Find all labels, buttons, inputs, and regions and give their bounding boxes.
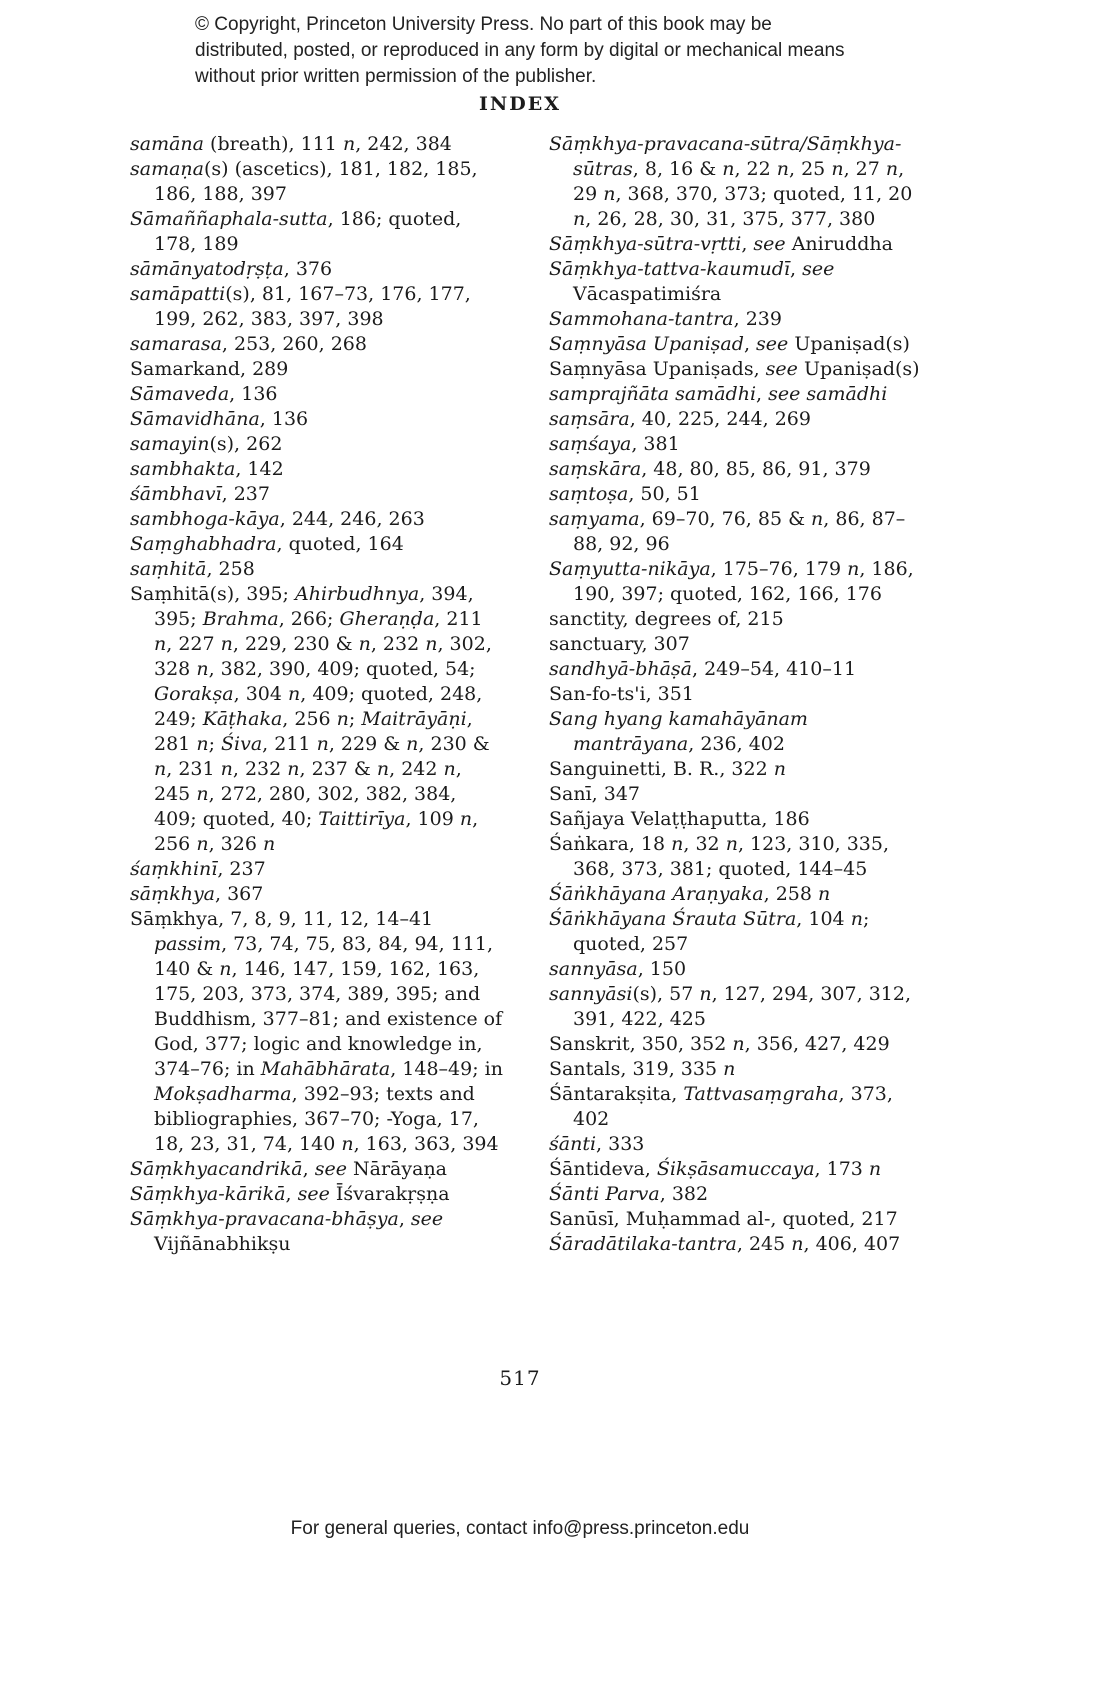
index-entry: Śānti Parva, 382	[549, 1183, 709, 1205]
index-entry: sambhakta, 142	[130, 458, 284, 480]
index-entry: Śāntideva, Śikṣāsamuccaya, 173 n	[549, 1158, 882, 1180]
index-entry: Sāmaññaphala-sutta, 186; quoted, 178, 189	[130, 208, 462, 255]
footer-contact: For general queries, contact info@press.princeton.edu	[290, 1518, 750, 1539]
index-entry: Saṃghabhadra, quoted, 164	[130, 533, 404, 555]
index-entry: Sāmavidhāna, 136	[130, 408, 309, 430]
index-entry: sāmānyatodṛṣṭa, 376	[130, 258, 333, 280]
index-entry: Sāṃkhya-pravacana-sūtra/Sāṃkhya-sūtras, 8, 16 & n, 22 n, 25 n, 27 n, 29 n, 368, 370, 373; quoted, 11, 20 n, 26, 28, 30, 31, 375, 377, 380	[549, 133, 913, 230]
index-entry: Sāṃkhya-sūtra-vṛtti, see Aniruddha	[549, 233, 893, 255]
index-entry: Śaṅkara, 18 n, 32 n, 123, 310, 335, 368, 373, 381; quoted, 144–45	[549, 833, 890, 880]
index-entry: Sāmaveda, 136	[130, 383, 278, 405]
index-entry: Sammohana-tantra, 239	[549, 308, 782, 330]
index-entry: Santals, 319, 335 n	[549, 1058, 736, 1080]
index-entry: Śāṅkhāyana Araṇyaka, 258 n	[549, 883, 831, 905]
index-entry: saṃsāra, 40, 225, 244, 269	[549, 408, 811, 430]
index-title: INDEX	[479, 93, 561, 115]
index-entry: Sang hyang kamahāyānam mantrāyana, 236, 402	[549, 708, 808, 755]
index-columns	[130, 132, 922, 1257]
copyright-notice: © Copyright, Princeton University Press. No part of this book may be distributed, posted, or reproduced in any form by digital or mechanical means without prior written permission of the publisher.	[195, 14, 845, 87]
index-entry: śānti, 333	[549, 1133, 645, 1155]
index-entry: Sāṃkhya-pravacana-bhāṣya, see Vijñānabhikṣu	[130, 1208, 444, 1255]
index-entry: samaṇa(s) (ascetics), 181, 182, 185, 186, 188, 397	[130, 158, 478, 205]
index-entry: Sāṃkhya, 7, 8, 9, 11, 12, 14–41 passim, 73, 74, 75, 83, 84, 94, 111, 140 & n, 146, 147, 159, 162, 163, 175, 203, 373, 374, 389, 395; and Buddhism, 377–81; and existence of God, 377; logic and knowledge in, 374–76; in Mahābhārata, 148–49; in Mokṣadharma, 392–93; texts and bibliographies, 367–70; -Yoga, 17, 18, 23, 31, 74, 140 n, 163, 363, 394	[130, 908, 503, 1155]
index-entry: Samarkand, 289	[130, 358, 289, 380]
index-entry: Sanūsī, Muḥammad al-, quoted, 217	[549, 1208, 898, 1230]
index-entry: saṃyama, 69–70, 76, 85 & n, 86, 87–88, 92, 96	[549, 508, 906, 555]
index-entry: saṃśaya, 381	[549, 433, 680, 455]
index-entry: samāpatti(s), 81, 167–73, 176, 177, 199, 262, 383, 397, 398	[130, 283, 471, 330]
index-entry: Saṃnyāsa Upaniṣad, see Upaniṣad(s)	[549, 333, 910, 355]
index-entry: sandhyā-bhāṣā, 249–54, 410–11	[549, 658, 857, 680]
index-entry: samāna (breath), 111 n, 242, 384	[130, 133, 452, 155]
index-entry: Saṃyutta-nikāya, 175–76, 179 n, 186, 190, 397; quoted, 162, 166, 176	[549, 558, 914, 605]
index-entry: Sāṃkhya-kārikā, see Īśvarakṛṣṇa	[130, 1183, 450, 1205]
index-entry: samprajñāta samādhi, see samādhi	[549, 383, 888, 405]
index-entry: samarasa, 253, 260, 268	[130, 333, 367, 355]
index-entry: Sāṃkhya-tattva-kaumudī, see Vācaspatimiśra	[549, 258, 835, 305]
index-entry: Sanguinetti, B. R., 322 n	[549, 758, 786, 780]
index-entry: Śāṅkhāyana Śrauta Sūtra, 104 n; quoted, 257	[549, 908, 870, 955]
index-entry: Sanī, 347	[549, 783, 641, 805]
index-entry: sāṃkhya, 367	[130, 883, 264, 905]
index-entry: Saṃhitā(s), 395; Ahirbudhnya, 394, 395; Brahma, 266; Gheraṇḍa, 211 n, 227 n, 229, 230 & n, 232 n, 302, 328 n, 382, 390, 409; quoted, 54; Gorakṣa, 304 n, 409; quoted, 248, 249; Kāṭhaka, 256 n; Maitrāyāṇi, 281 n; Śiva, 211 n, 229 & n, 230 & n, 231 n, 232 n, 237 & n, 242 n, 245 n, 272, 280, 302, 382, 384, 409; quoted, 40; Taittirīya, 109 n, 256 n, 326 n	[130, 583, 492, 855]
index-entry: saṃskāra, 48, 80, 85, 86, 91, 379	[549, 458, 871, 480]
index-entry: saṃtoṣa, 50, 51	[549, 483, 701, 505]
index-column-right	[549, 132, 922, 1257]
index-entry: Śāntarakṣita, Tattvasaṃgraha, 373, 402	[549, 1083, 893, 1130]
index-entry: Śāradātilaka-tantra, 245 n, 406, 407	[549, 1233, 901, 1255]
index-entry: śaṃkhinī, 237	[130, 858, 266, 880]
index-entry: sambhoga-kāya, 244, 246, 263	[130, 508, 425, 530]
index-entry: San-fo-ts'i, 351	[549, 683, 694, 705]
index-column-left	[130, 132, 503, 1257]
index-entry: sanctity, degrees of, 215	[549, 608, 784, 630]
page-number: 517	[499, 1366, 541, 1390]
index-entry: Saṃnyāsa Upaniṣads, see Upaniṣad(s)	[549, 358, 920, 380]
index-entry: śāmbhavī, 237	[130, 483, 270, 505]
index-entry: samayin(s), 262	[130, 433, 283, 455]
index-entry: saṃhitā, 258	[130, 558, 255, 580]
index-entry: sanctuary, 307	[549, 633, 690, 655]
index-entry: sannyāsi(s), 57 n, 127, 294, 307, 312, 391, 422, 425	[549, 983, 911, 1030]
index-entry: Sāṃkhyacandrikā, see Nārāyaṇa	[130, 1158, 448, 1180]
index-entry: sannyāsa, 150	[549, 958, 687, 980]
index-entry: Sanskrit, 350, 352 n, 356, 427, 429	[549, 1033, 890, 1055]
index-entry: Sañjaya Velaṭṭhaputta, 186	[549, 808, 810, 830]
